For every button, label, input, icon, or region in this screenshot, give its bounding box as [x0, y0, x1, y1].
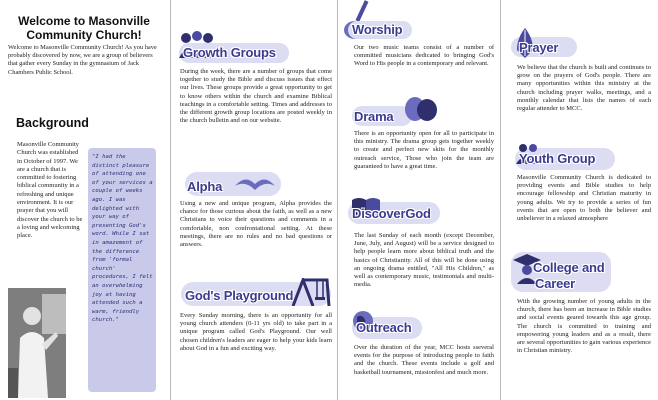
playground-icon: [289, 278, 331, 306]
gods-playground-heading: God's Playground: [185, 288, 294, 303]
college-career-heading-line1: College and: [533, 260, 605, 275]
outreach-text: Over the duration of the year, MCC hosts sseveral events for the purpose of introducing people to faith and the church. These events include a golf and basketball tournament, missionfest and much more.: [354, 344, 494, 376]
alpha-heading: Alpha: [187, 179, 223, 194]
panel-third: [338, 0, 500, 400]
drama-masks-icon: [404, 96, 438, 122]
youth-group-text: Masonville Community Church is dedicated to providing events and Bible studies to help encourage fellowship and Christian maturity in young adults. We try to provide a series of fun events that are open to both the believer and unbeliever in a relaxed atmosphere: [517, 174, 651, 223]
welcome-title: Welcome to Masonville Community Church!: [18, 14, 150, 42]
worship-text: Our two music teams consist of a number of committed musicians dedicated to bringing God's Word to His people in a contemporary and relevant.: [354, 44, 494, 68]
discover-god-text: The last Sunday of each month (except December, June, July, and August) will be a service designed to help people learn more about biblical truth and the basics of Christianity. All of this will be done using an ongoing drama entitled, "All His Children," as well as contemporary music, testimonials and multi-media.: [354, 232, 494, 289]
speaker-photo: [8, 288, 66, 398]
speaker-photo-icon: [8, 288, 66, 398]
panel-fourth: [501, 0, 658, 400]
testimonial-quote: "I had the distinct pleasure of attending one of your services a couple of weeks ago. I was delighted with your way of presenting God's word. While I sat in amazement of the difference from 'formal church' procedures, I felt an overwhelming joy at having attended such a warm, friendly church.": [92, 154, 153, 324]
discover-god-heading: DiscoverGod: [352, 206, 431, 221]
background-heading: Background: [16, 116, 89, 130]
bird-icon: [235, 174, 275, 194]
drama-text: There is an opportunity open for all to participate in this ministry. The drama group gets together weekly to create and perfect new skits for the monthly outreach service, Those who join the team are guaranteed to have a great time.: [354, 130, 494, 170]
drama-heading: Drama: [354, 109, 394, 124]
alpha-text: Using a new and unique program, Alpha provides the chance for those curious about the faith, as well as a new Christians to voice their questions and comments in a comfortable, non confrontational setting. At these meetings, there are no rules and no bad questions or answers.: [180, 200, 332, 249]
outreach-heading: Outreach: [356, 320, 412, 335]
gods-playground-text: Every Sunday morning, there is an opportunity for all young church attenders (0-11 yrs old) to take part in a unique program called God's Playground. Our well chosen children's leaders are eager to help your kids learn about God in a fun and exciting way.: [180, 312, 332, 352]
background-text: Masonville Community Church was established in October of 1997. We are a church that is committed to fostering biblical community in a refreshing and unique environment. It is our prayer that you will discover the church to be a loving and welcoming place.: [17, 141, 83, 240]
worship-heading: Worship: [352, 22, 403, 37]
prayer-heading: Prayer: [519, 40, 559, 55]
panel-middle: [171, 0, 337, 400]
college-career-text: With the growing number of young adults in the church, there has been an increase in Bible studies and social events geared towards this age group. The church is committed to training and empowering young leaders and as a result, there are several opportunities to gain various experience in Christian ministry.: [517, 298, 651, 355]
growth-groups-text: During the week, there are a number of groups that come together to study the Bible and discuss issues that effect our lives. These groups provide a great opportunity to get to know others within the church and examine Biblical teachings in a comfortable setting. Times and addresses to the different growth group locations are posted weekly in the church bulletin and on our website.: [180, 68, 332, 125]
college-career-heading-line2: Career: [535, 276, 575, 291]
welcome-intro: Welcome to Masonville Community Church! As you have probably discovered by now, we are a group of believers that gather every Sunday in the gymnasium of Jack Chambers Public School.: [8, 44, 157, 76]
panel-welcome: [0, 0, 170, 400]
prayer-text: We believe that the church is built and continues to grow on the prayers of God's people. There are many opportunities within this ministry at the church including prayer walks, meetings, and a monthly calendar that lists the names of each regular attender to MCC.: [517, 64, 651, 113]
youth-group-heading: Youth Group: [519, 151, 596, 166]
growth-groups-heading: Growth Groups: [183, 45, 276, 60]
